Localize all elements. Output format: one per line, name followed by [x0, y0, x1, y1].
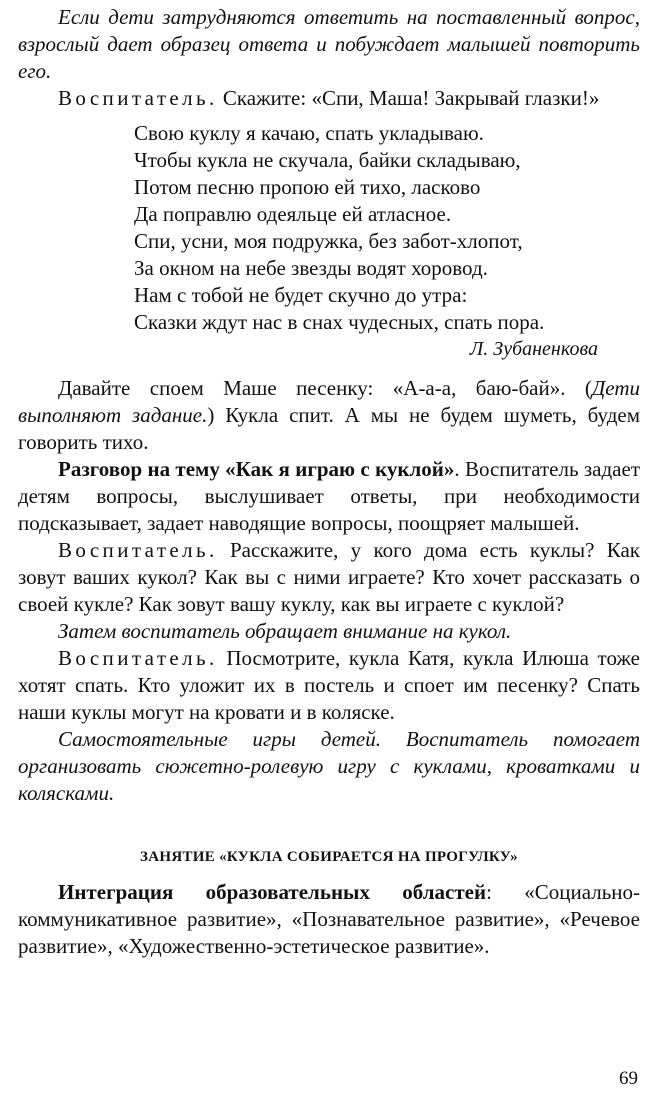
speech-text: Скажите: «Спи, Маша! Закрывай глазки!» — [217, 86, 600, 110]
paragraph-educator-2 — [18, 537, 640, 618]
paragraph-educator-3 — [18, 645, 640, 726]
speech-text: Расскажите, у кого дома есть куклы? Как зовут ваших кукол? Как вы с ними играете? Кто хочет рассказать о своей кукле? Как зовут вашу куклу, как вы играете с куклой? — [18, 538, 640, 616]
poem-line: Сказки ждут нас в снах чудесных, спать пора. — [134, 310, 545, 334]
paragraph-conversation — [18, 456, 640, 537]
paragraph-instruction: Если дети затрудняются ответить на поставленный вопрос, взрослый дает образец ответа и побуждает малышей повторить его. — [18, 5, 640, 83]
poem-line: Чтобы кукла не скучала, байки складываю, — [134, 148, 521, 172]
section-title: ЗАНЯТИЕ «КУКЛА СОБИРАЕТСЯ НА ПРОГУЛКУ» — [140, 849, 518, 865]
song-text-2: ) Кукла спит. А мы не будем шуметь, будем говорить тихо. — [18, 403, 640, 454]
paragraph-free-play: Самостоятельные игры детей. Воспитатель помогает организовать сюжетно-ролевую игру с куклами, кроватками и колясками. — [18, 727, 640, 805]
speaker-label: Воспитатель. — [58, 646, 218, 670]
paragraph-integration — [18, 879, 640, 960]
page-number: 69 — [619, 1068, 638, 1089]
speech-text: Посмотрите, кукла Катя, кукла Илюша тоже хотят спать. Кто уложит их в постель и споет им песенку? Спать наши куклы могут на кровати и в коляске. — [18, 646, 640, 724]
poem-line: Потом песню пропою ей тихо, ласково — [134, 175, 481, 199]
song-text-1: Давайте споем Маше песенку: «А-а-а, баю-бай». ( — [58, 376, 592, 400]
poem-author: Л. Зубаненкова — [469, 338, 598, 360]
poem-line: Нам с тобой не будет скучно до утра: — [134, 283, 468, 307]
paragraph-educator-1 — [18, 85, 640, 112]
song-italic-note: Дети выполняют задание. — [18, 376, 640, 427]
paragraph-attention: Затем воспитатель обращает внимание на кукол. — [58, 619, 512, 643]
poem-line: Спи, усни, моя подружка, без забот-хлопот, — [134, 229, 523, 253]
poem-line: За окном на небе звезды водят хоровод. — [134, 256, 488, 280]
poem-line: Свою куклу я качаю, спать укладываю. — [134, 121, 484, 145]
conversation-text: . Воспитатель задает детям вопросы, выслушивает ответы, при необходимости подсказывает, задает наводящие вопросы, поощряет малышей. — [18, 457, 640, 535]
poem — [134, 120, 640, 363]
paragraph-song — [18, 375, 640, 456]
integration-heading: Интеграция образовательных областей — [58, 880, 487, 904]
poem-line: Да поправлю одеяльце ей атласное. — [134, 202, 452, 226]
speaker-label: Воспитатель. — [58, 86, 218, 110]
speaker-label: Воспитатель. — [58, 538, 218, 562]
integration-text: : «Социально-коммуникативное развитие», «Познавательное развитие», «Речевое развитие», «Художественно-эстетическое развитие». — [18, 880, 640, 958]
conversation-heading: Разговор на тему «Как я играю с куклой» — [58, 457, 455, 481]
